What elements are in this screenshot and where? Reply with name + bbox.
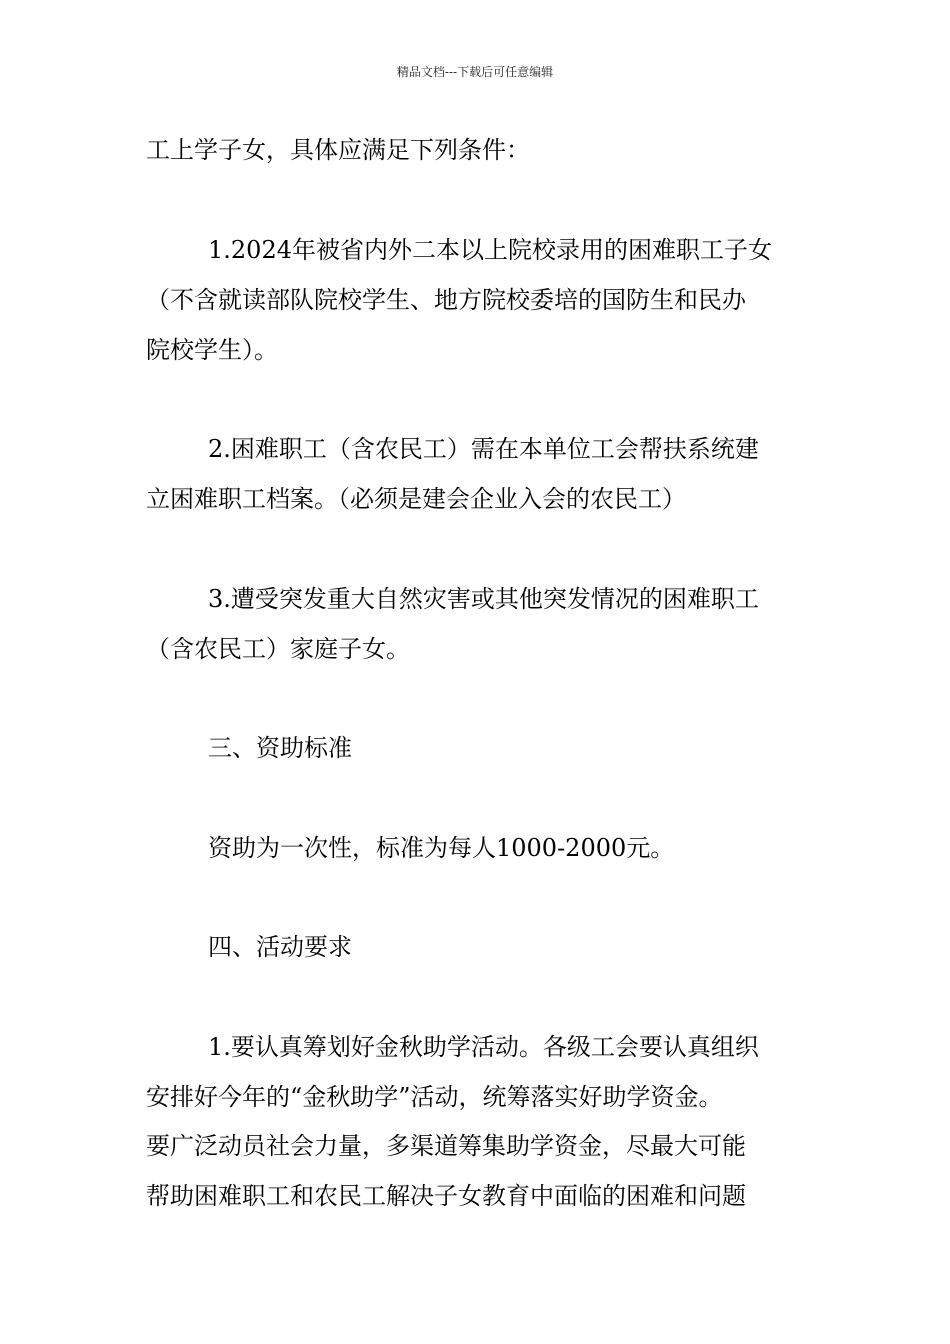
- paragraph-line: 资助为一次性，标准为每人1000-2000元。: [208, 834, 675, 862]
- list-item-3-line: （含农民工）家庭子女。: [146, 635, 410, 663]
- list-item-2-line: 2.困难职工（含农民工）需在本单位工会帮扶系统建: [208, 435, 759, 463]
- requirement-1-line: 安排好今年的“金秋助学”活动，统筹落实好助学资金。: [146, 1083, 723, 1111]
- list-item-1-line: （不含就读部队院校学生、地方院校委培的国防生和民办: [146, 286, 746, 314]
- section-heading-funding-standard: 三、资助标准: [208, 734, 352, 762]
- section-heading-activity-requirements: 四、活动要求: [208, 933, 352, 961]
- requirement-1-line: 1.要认真筹划好金秋助学活动。各级工会要认真组织: [208, 1033, 759, 1061]
- requirement-1-line: 要广泛动员社会力量，多渠道筹集助学资金，尽最大可能: [146, 1132, 746, 1160]
- list-item-1-line: 院校学生）。: [146, 336, 278, 364]
- list-item-3-line: 3.遭受突发重大自然灾害或其他突发情况的困难职工: [208, 585, 759, 613]
- paragraph-line: 工上学子女，具体应满足下列条件：: [146, 136, 530, 164]
- list-item-2-line: 立困难职工档案。（必须是建会企业入会的农民工）: [146, 485, 686, 513]
- page-header: 精品文档---下载后可任意编辑: [396, 65, 554, 79]
- list-item-1-line: 1.2024年被省内外二本以上院校录用的困难职工子女: [208, 236, 772, 264]
- requirement-1-line: 帮助困难职工和农民工解决子女教育中面临的困难和问题: [146, 1182, 746, 1210]
